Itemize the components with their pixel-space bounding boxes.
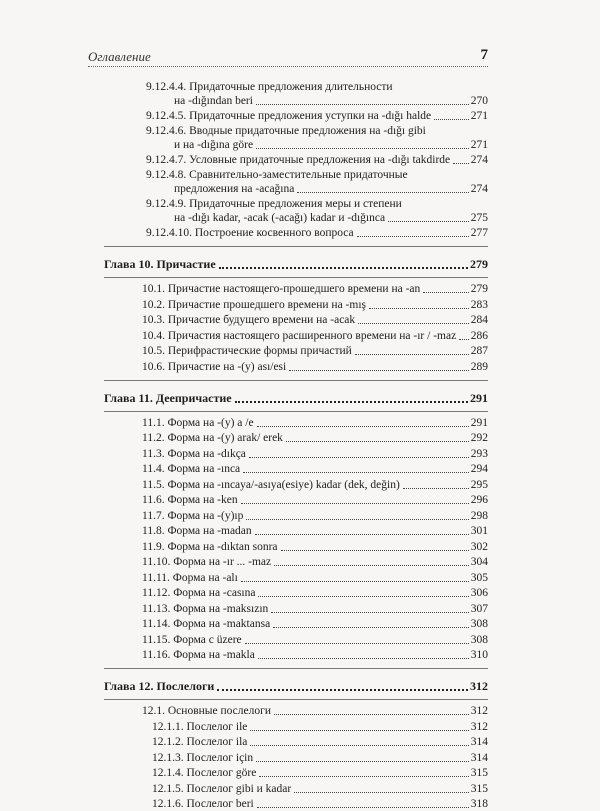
toc-entry[interactable] xyxy=(0,555,600,569)
toc-entry-title: 12.1.1. Послелог ile xyxy=(152,720,248,733)
dot-leader xyxy=(250,730,468,731)
toc-entry[interactable] xyxy=(0,648,600,662)
chapter-underline xyxy=(104,277,488,278)
toc-entry-title: 10.3. Причастие будущего времени на -acak xyxy=(142,314,356,326)
toc-entry[interactable] xyxy=(0,797,600,811)
toc-entry-title: на -dığından beri xyxy=(174,95,253,107)
toc-page-number: 318 xyxy=(470,798,488,810)
dot-leader xyxy=(388,221,469,222)
toc-page-number: 302 xyxy=(470,540,488,553)
toc-page-number: 274 xyxy=(470,183,488,195)
dot-leader xyxy=(369,308,469,309)
toc-entry-title: 11.1. Форма на -(y) a /e xyxy=(142,416,254,429)
toc-entry[interactable] xyxy=(0,735,600,749)
toc-page-number: 293 xyxy=(470,447,488,460)
toc-entry-title: 9.12.4.10. Построение косвенного вопроса xyxy=(146,227,354,239)
toc-entry[interactable] xyxy=(0,462,600,476)
dot-leader xyxy=(423,292,468,293)
toc-page-number: 295 xyxy=(470,478,488,491)
toc-entry-title: 10.4. Причастия настоящего расширенного времени на -ır / -maz xyxy=(142,329,457,342)
toc-entry[interactable] xyxy=(0,617,600,631)
toc-page-number: 298 xyxy=(470,509,488,522)
toc-page-number: 301 xyxy=(470,525,488,537)
toc-page-number: 315 xyxy=(470,767,488,779)
toc-entry[interactable] xyxy=(0,509,600,523)
section-divider xyxy=(104,668,488,669)
dot-leader xyxy=(297,192,468,193)
toc-entry-title: 9.12.4.5. Придаточные предложения уступки на -dığı halde xyxy=(146,110,432,122)
toc-entry-title: 10.5. Перифрастические формы причастий xyxy=(142,345,352,357)
toc-page-number: 308 xyxy=(470,618,488,630)
toc-page-number: 284 xyxy=(470,314,488,326)
toc-page-number: 283 xyxy=(470,298,488,311)
toc-entry-title: 11.9. Форма на -dıktan sonra xyxy=(142,540,278,553)
toc-entry-title: 12.1. Основные послелоги xyxy=(142,705,271,717)
dot-leader xyxy=(256,104,469,105)
toc-page-number: 312 xyxy=(470,720,488,733)
toc-entry[interactable] xyxy=(0,153,600,167)
running-title: Оглавление xyxy=(88,49,151,64)
toc-page-number: 306 xyxy=(470,587,488,599)
dot-leader xyxy=(459,339,469,340)
toc-entry-title: Глава 10. Причастие xyxy=(104,257,216,271)
toc-entry[interactable] xyxy=(0,197,600,225)
dot-leader xyxy=(243,472,469,473)
section-divider xyxy=(104,246,488,247)
toc-entry[interactable] xyxy=(0,751,600,765)
toc-entry-title: 9.12.4.6. Вводные придаточные предложения на -dığı gibi xyxy=(146,125,426,137)
toc-entry[interactable] xyxy=(0,80,600,108)
toc-entry[interactable] xyxy=(0,344,600,358)
toc-entry-title: предложения на -acağına xyxy=(174,183,295,195)
toc-entry[interactable] xyxy=(0,431,600,445)
toc-entry-title: 10.1. Причастие настоящего-прошедшего времени на -an xyxy=(142,283,421,295)
toc-page-number: 291 xyxy=(470,390,488,405)
toc-entry-title: 9.12.4.7. Условные придаточные предложения на -dığı takdirde xyxy=(146,154,451,166)
dot-leader xyxy=(255,534,469,535)
toc-entry-title: 9.12.4.9. Придаточные предложения меры и степени xyxy=(146,198,402,210)
dot-leader xyxy=(289,370,469,371)
toc-entry-title: 9.12.4.8. Сравнительно-заместительные придаточные xyxy=(146,169,408,181)
dot-leader xyxy=(259,776,468,777)
dot-leader xyxy=(281,550,469,551)
toc-entry[interactable] xyxy=(0,493,600,507)
toc-entry-title: и на -dığına göre xyxy=(174,139,254,151)
toc-page-number: 296 xyxy=(470,494,488,506)
dot-leader xyxy=(453,163,469,164)
toc-entry-title: 11.13. Форма на -maksızın xyxy=(142,602,269,615)
toc-entry-title: 11.15. Форма с üzere xyxy=(142,633,242,646)
toc-page-number: 270 xyxy=(470,95,488,107)
dot-leader xyxy=(256,148,469,149)
toc-page-number: 277 xyxy=(470,227,488,239)
toc-entry-title: 11.10. Форма на -ır ... -maz xyxy=(142,556,272,568)
dot-leader xyxy=(274,714,469,715)
dot-leader xyxy=(256,761,469,762)
toc-page-number: 312 xyxy=(470,679,488,693)
dot-leader xyxy=(274,565,469,566)
toc-page-number: 315 xyxy=(470,782,488,795)
toc-page-number: 292 xyxy=(470,432,488,444)
dot-leader xyxy=(246,519,468,520)
toc-entry[interactable] xyxy=(0,313,600,327)
dot-leader xyxy=(245,643,469,644)
toc-page-number: 312 xyxy=(470,705,488,717)
toc-entry-title: 11.7. Форма на -(y)ıp xyxy=(142,509,244,522)
toc-page-number: 305 xyxy=(470,571,488,584)
toc-entry[interactable] xyxy=(0,704,600,718)
dot-leader xyxy=(434,119,469,120)
toc-entry[interactable] xyxy=(0,226,600,240)
page-number: 7 xyxy=(480,47,488,63)
toc-entry[interactable] xyxy=(0,782,600,796)
toc-entry[interactable] xyxy=(0,298,600,312)
toc-page-number: 294 xyxy=(470,463,488,475)
toc-entry[interactable] xyxy=(0,360,600,374)
dot-leader xyxy=(257,807,469,808)
toc-entry-title: 12.1.2. Послелог ila xyxy=(152,736,248,748)
toc-page-number: 271 xyxy=(470,139,488,151)
table-of-contents xyxy=(0,79,600,811)
toc-entry-title: 11.4. Форма на -ınca xyxy=(142,463,241,475)
dot-leader xyxy=(241,581,469,582)
dot-leader xyxy=(273,627,469,628)
toc-entry[interactable] xyxy=(0,282,600,296)
toc-entry-title: Глава 11. Деепричастие xyxy=(104,390,232,405)
toc-page-number: 314 xyxy=(470,736,488,748)
dot-leader xyxy=(355,354,469,355)
toc-entry-title: 11.12. Форма на -casına xyxy=(142,587,256,599)
toc-entry-title: 11.2. Форма на -(y) arak/ erek xyxy=(142,432,283,444)
toc-entry[interactable] xyxy=(0,571,600,585)
toc-chapter[interactable] xyxy=(0,391,600,406)
toc-page-number: 275 xyxy=(470,212,488,224)
dot-leader xyxy=(217,689,468,691)
toc-entry[interactable] xyxy=(0,109,600,123)
toc-entry-title: 11.11. Форма на -alı xyxy=(142,571,238,584)
dot-leader xyxy=(250,745,468,746)
toc-page-number: 279 xyxy=(470,257,488,271)
toc-page-number: 286 xyxy=(470,329,488,342)
header-rule xyxy=(88,66,488,67)
toc-entry-title: 12.1.6. Послелог beri xyxy=(152,798,254,810)
toc-entry-title: 11.14. Форма на -maktansa xyxy=(142,618,271,630)
toc-entry-title: 11.8. Форма на -madan xyxy=(142,525,252,537)
toc-page-number: 287 xyxy=(470,345,488,357)
toc-entry-title: 12.1.3. Послелог için xyxy=(152,751,254,764)
toc-entry[interactable] xyxy=(0,168,600,196)
toc-entry[interactable] xyxy=(0,766,600,780)
toc-chapter[interactable] xyxy=(0,679,600,694)
toc-page-number: 274 xyxy=(470,154,488,166)
toc-entry[interactable] xyxy=(0,524,600,538)
toc-entry-title: Глава 12. Послелоги xyxy=(104,679,215,693)
page-header xyxy=(88,48,488,68)
toc-entry[interactable] xyxy=(0,447,600,461)
toc-page-number: 289 xyxy=(470,360,488,373)
toc-page-number: 304 xyxy=(470,556,488,568)
chapter-underline xyxy=(104,411,488,412)
toc-page-number: 291 xyxy=(470,416,488,429)
toc-entry-title: 11.5. Форма на -ıncaya/-asıya(esiye) kadar (dek, değin) xyxy=(142,478,400,491)
toc-entry-title: 12.1.5. Послелог gibi и kadar xyxy=(152,782,292,795)
toc-page-number: 271 xyxy=(470,110,488,122)
dot-leader xyxy=(258,658,469,659)
toc-entry-title: 11.16. Форма на -makla xyxy=(142,649,255,661)
toc-entry[interactable] xyxy=(0,478,600,492)
dot-leader xyxy=(219,267,468,269)
toc-chapter[interactable] xyxy=(0,257,600,272)
dot-leader xyxy=(249,457,469,458)
toc-page-number: 279 xyxy=(470,283,488,295)
toc-entry-title: 11.6. Форма на -ken xyxy=(142,494,238,506)
toc-entry-title: 11.3. Форма на -dıkça xyxy=(142,447,246,460)
section-divider xyxy=(104,380,488,381)
toc-page-number: 308 xyxy=(470,633,488,646)
dot-leader xyxy=(358,323,469,324)
toc-entry[interactable] xyxy=(0,124,600,152)
toc-entry-title: 10.2. Причастие прошедшего времени на -mış xyxy=(142,298,366,311)
chapter-underline xyxy=(104,699,488,700)
toc-entry-title: на -dığı kadar, -acak (-acağı) kadar и -dığınca xyxy=(174,212,386,224)
toc-entry[interactable] xyxy=(0,633,600,647)
toc-entry[interactable] xyxy=(0,540,600,554)
dot-leader xyxy=(403,488,469,489)
toc-entry-title: 10.6. Причастие на -(y) ası/esi xyxy=(142,360,287,373)
toc-page-number: 310 xyxy=(470,649,488,661)
dot-leader xyxy=(257,426,469,427)
dot-leader xyxy=(357,236,469,237)
dot-leader xyxy=(258,596,468,597)
toc-entry-title: 9.12.4.4. Придаточные предложения длительности xyxy=(146,81,393,93)
toc-page-number: 307 xyxy=(470,602,488,615)
toc-entry[interactable] xyxy=(0,720,600,734)
toc-page-number: 314 xyxy=(470,751,488,764)
dot-leader xyxy=(294,792,469,793)
toc-entry[interactable] xyxy=(0,586,600,600)
toc-entry[interactable] xyxy=(0,329,600,343)
dot-leader xyxy=(286,441,469,442)
dot-leader xyxy=(241,503,469,504)
dot-leader xyxy=(235,401,468,403)
toc-entry-title: 12.1.4. Послелог göre xyxy=(152,767,257,779)
dot-leader xyxy=(271,612,468,613)
toc-entry[interactable] xyxy=(0,416,600,430)
toc-entry[interactable] xyxy=(0,602,600,616)
